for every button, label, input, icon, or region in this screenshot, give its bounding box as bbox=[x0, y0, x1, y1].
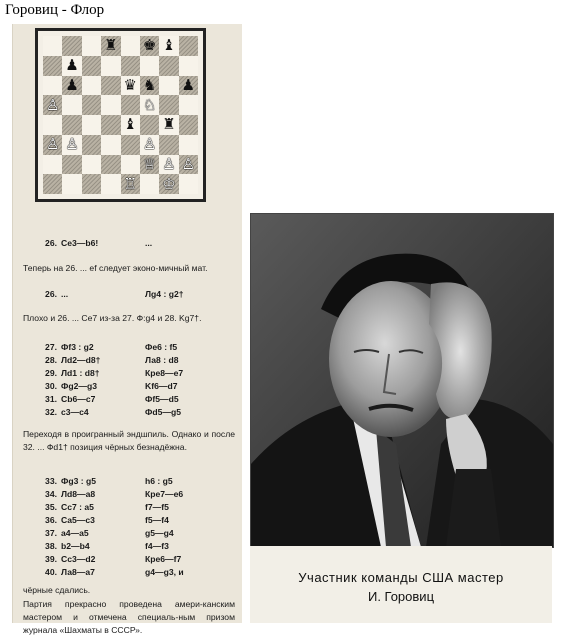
board-square bbox=[179, 76, 198, 96]
caption-line-2: И. Горовиц bbox=[367, 589, 435, 604]
board-square bbox=[179, 155, 198, 175]
board-square bbox=[140, 115, 159, 135]
board-square bbox=[179, 135, 198, 155]
move-number: 27. bbox=[45, 342, 57, 352]
board-square bbox=[82, 36, 101, 56]
board-square bbox=[62, 56, 81, 76]
move-number: 34. bbox=[45, 489, 57, 499]
white-move: Фg3 : g5 bbox=[61, 476, 97, 486]
board-square bbox=[121, 115, 140, 135]
board-square bbox=[179, 115, 198, 135]
board-square bbox=[101, 95, 120, 115]
white-move: Се3—b6! bbox=[61, 238, 99, 248]
move-number: 26. bbox=[45, 289, 57, 299]
move-number: 38. bbox=[45, 541, 57, 551]
white-move: Лd2—d8† bbox=[61, 355, 101, 365]
board-square bbox=[62, 135, 81, 155]
move-number: 30. bbox=[45, 381, 57, 391]
white-pawn-icon: ♙ bbox=[45, 95, 60, 114]
board-square bbox=[140, 95, 159, 115]
board-square bbox=[82, 135, 101, 155]
board-square bbox=[101, 135, 120, 155]
board-square bbox=[140, 135, 159, 155]
board-square bbox=[179, 174, 198, 194]
board-square bbox=[159, 36, 178, 56]
board-square bbox=[62, 174, 81, 194]
board-square bbox=[62, 76, 81, 96]
black-move: ... bbox=[145, 238, 153, 248]
board-square bbox=[179, 56, 198, 76]
black-move: Фd5—g5 bbox=[145, 407, 181, 417]
black-move: Kf6—d7 bbox=[145, 381, 178, 391]
board-square bbox=[101, 36, 120, 56]
board-square bbox=[121, 56, 140, 76]
white-queen-icon: ♕ bbox=[142, 154, 157, 173]
white-knight-icon: ♘ bbox=[142, 95, 157, 114]
page-title: Горовиц - Флор bbox=[5, 2, 105, 18]
board-square bbox=[62, 155, 81, 175]
board-square bbox=[179, 36, 198, 56]
board-square bbox=[82, 174, 101, 194]
black-knight-icon: ♞ bbox=[142, 75, 157, 94]
white-move: Фg2—g3 bbox=[61, 381, 97, 391]
black-queen-icon: ♛ bbox=[123, 75, 137, 94]
white-pawn-icon: ♙ bbox=[181, 154, 196, 173]
white-move: ... bbox=[61, 289, 69, 299]
white-move: Лd1 : d8† bbox=[61, 368, 100, 378]
black-move: f5—f4 bbox=[145, 515, 169, 525]
black-move: h6 : g5 bbox=[145, 476, 173, 486]
black-king-icon: ♚ bbox=[142, 36, 157, 55]
board-square bbox=[101, 76, 120, 96]
board-square bbox=[43, 76, 62, 96]
caption-line-1: Участник команды США мастер bbox=[298, 570, 504, 585]
black-move: Ла8 : d8 bbox=[145, 355, 179, 365]
board-square bbox=[121, 76, 140, 96]
black-rook-icon: ♜ bbox=[162, 115, 176, 134]
board-square bbox=[82, 115, 101, 135]
black-bishop-icon: ♝ bbox=[162, 36, 176, 55]
white-rook-icon: ♖ bbox=[123, 174, 137, 193]
board-square bbox=[140, 76, 159, 96]
white-king-icon: ♔ bbox=[162, 174, 176, 193]
move-number: 40. bbox=[45, 567, 57, 577]
board-square bbox=[179, 95, 198, 115]
white-move: Cb6—c7 bbox=[61, 394, 96, 404]
board-square bbox=[43, 174, 62, 194]
board-square bbox=[43, 36, 62, 56]
move-number: 29. bbox=[45, 368, 57, 378]
board-square bbox=[82, 56, 101, 76]
move-number: 39. bbox=[45, 554, 57, 564]
white-pawn-icon: ♙ bbox=[65, 135, 79, 154]
board-square bbox=[121, 155, 140, 175]
black-move: Крe7—e6 bbox=[145, 489, 184, 499]
white-move: c3—c4 bbox=[61, 407, 89, 417]
black-pawn-icon: ♟ bbox=[65, 56, 79, 75]
move-number: 31. bbox=[45, 394, 57, 404]
move-number: 35. bbox=[45, 502, 57, 512]
board-square bbox=[159, 155, 178, 175]
board-square bbox=[82, 155, 101, 175]
board-square bbox=[121, 174, 140, 194]
black-move: g4—g3, и bbox=[145, 567, 184, 577]
board-square bbox=[43, 155, 62, 175]
black-bishop-icon: ♝ bbox=[123, 115, 137, 134]
annotation-paragraph: чёрные сдались. bbox=[23, 585, 91, 595]
move-number: 37. bbox=[45, 528, 57, 538]
board-square bbox=[43, 95, 62, 115]
black-move: Фе6 : f5 bbox=[145, 342, 178, 352]
board-square bbox=[101, 155, 120, 175]
chess-board bbox=[43, 36, 198, 194]
black-move: g5—g4 bbox=[145, 528, 174, 538]
board-square bbox=[140, 155, 159, 175]
white-pawn-icon: ♙ bbox=[142, 135, 157, 154]
white-move: Cc3—d2 bbox=[61, 554, 96, 564]
white-move: Cc7 : a5 bbox=[61, 502, 94, 512]
white-move: Ca5—c3 bbox=[61, 515, 95, 525]
board-square bbox=[159, 174, 178, 194]
board-square bbox=[140, 36, 159, 56]
board-square bbox=[121, 135, 140, 155]
board-square bbox=[101, 174, 120, 194]
black-pawn-icon: ♟ bbox=[65, 75, 79, 94]
white-move: b2—b4 bbox=[61, 541, 90, 551]
board-square bbox=[121, 95, 140, 115]
board-square bbox=[62, 95, 81, 115]
black-move: Лg4 : g2† bbox=[145, 289, 184, 299]
black-move: Фf5—d5 bbox=[145, 394, 179, 404]
white-move: a4—a5 bbox=[61, 528, 89, 538]
board-square bbox=[101, 115, 120, 135]
portrait-image bbox=[251, 214, 553, 547]
board-square bbox=[62, 36, 81, 56]
white-move: Ла8—а7 bbox=[61, 567, 95, 577]
annotation-paragraph: Плохо и 26. ... Се7 из-за 27. Ф:g4 и 28. Kg7†. bbox=[23, 313, 202, 323]
board-square bbox=[159, 76, 178, 96]
board-square bbox=[43, 56, 62, 76]
chess-diagram bbox=[35, 28, 206, 202]
move-number: 36. bbox=[45, 515, 57, 525]
move-number: 33. bbox=[45, 476, 57, 486]
board-square bbox=[159, 56, 178, 76]
board-square bbox=[43, 115, 62, 135]
black-move: Крe8—е7 bbox=[145, 368, 184, 378]
white-move: Фf3 : g2 bbox=[61, 342, 94, 352]
white-pawn-icon: ♙ bbox=[45, 135, 60, 154]
board-square bbox=[82, 76, 101, 96]
annotation-paragraph: Теперь на 26. ... ef следует эконо-мичный мат. bbox=[23, 263, 208, 273]
black-rook-icon: ♜ bbox=[104, 36, 118, 55]
board-square bbox=[159, 95, 178, 115]
black-move: f4—f3 bbox=[145, 541, 169, 551]
board-square bbox=[62, 115, 81, 135]
board-square bbox=[140, 174, 159, 194]
move-number: 26. bbox=[45, 238, 57, 248]
annotation-paragraph: Партия прекрасно проведена амери-канским мастером и отмечена специаль-ным призом журнала «Шахматы в СССР». bbox=[23, 599, 235, 635]
board-square bbox=[121, 36, 140, 56]
board-square bbox=[140, 56, 159, 76]
black-move: f7—f5 bbox=[145, 502, 169, 512]
move-number: 28. bbox=[45, 355, 57, 365]
article-column bbox=[12, 24, 242, 635]
board-square bbox=[159, 135, 178, 155]
portrait-photo bbox=[250, 213, 554, 548]
white-pawn-icon: ♙ bbox=[162, 154, 176, 173]
board-square bbox=[101, 56, 120, 76]
move-number: 32. bbox=[45, 407, 57, 417]
black-pawn-icon: ♟ bbox=[181, 75, 196, 94]
board-square bbox=[82, 95, 101, 115]
black-move: Крe6—f7 bbox=[145, 554, 182, 564]
board-square bbox=[43, 135, 62, 155]
photo-caption bbox=[250, 546, 552, 623]
white-move: Лd8—a8 bbox=[61, 489, 96, 499]
board-square bbox=[159, 115, 178, 135]
annotation-paragraph: Переходя в проигранный эндшпиль. Однако и после 32. ... Фd1† позиция чёрных безнадёжна. bbox=[23, 429, 235, 452]
